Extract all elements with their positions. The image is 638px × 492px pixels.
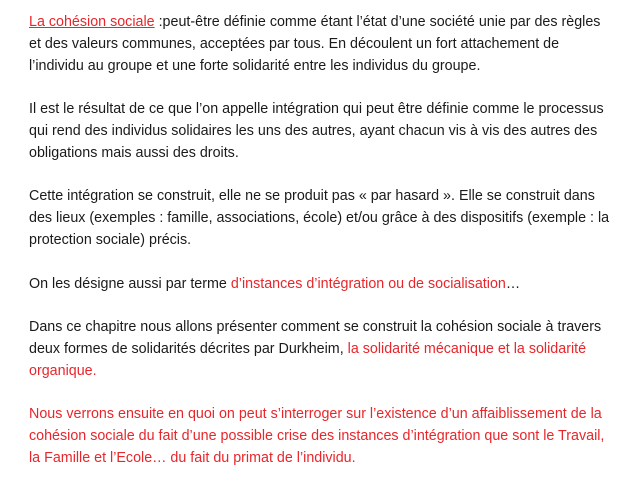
chapter-highlight: la solidarité mécanique et la solidarité organique.	[29, 340, 587, 379]
instances-suffix: …	[505, 275, 521, 292]
paragraph-integration	[29, 99, 613, 164]
paragraph-chapter	[29, 317, 613, 382]
paragraph-construction	[29, 186, 613, 251]
definition-text: :peut-être définie comme étant l’état d’une société unie par des règles et des valeurs communes, acceptées par tous. En découlent un fort attachement de l’individu au groupe et une forte solidarité entre les individus du groupe.	[29, 14, 601, 74]
integration-text: Il est le résultat de ce que l’on appelle intégration qui peut être définie comme le processus qui rend des individus solidaires les uns des autres, ayant chacun vis à vis des autres des obligations mais aussi des droits.	[29, 101, 604, 161]
instances-highlight: d’instances d’intégration ou de socialisation	[230, 275, 506, 292]
term-cohesion-sociale: La cohésion sociale	[29, 14, 155, 30]
paragraph-instances	[29, 274, 613, 296]
construction-text: Cette intégration se construit, elle ne se produit pas « par hasard ». Elle se construit dans des lieux (exemples : famille, associations, école) et/ou grâce à des dispositifs (exemple : la protection sociale) précis.	[29, 188, 610, 248]
instances-text: On les désigne aussi par terme	[29, 275, 231, 292]
paragraph-conclusion	[29, 404, 613, 469]
chapter-text: Dans ce chapitre nous allons présenter comment se construit la cohésion sociale à travers deux formes de solidarités décrites par Durkheim,	[29, 319, 602, 357]
slide-body	[29, 12, 613, 492]
conclusion-text: Nous verrons ensuite en quoi on peut s’interroger sur l’existence d’un affaiblissement de la cohésion sociale du fait d’une possible crise des instances d’intégration que sont le Travail, la Famille et l’Ecole… du fait du primat de l’individu.	[29, 406, 605, 466]
paragraph-definition	[29, 12, 613, 77]
